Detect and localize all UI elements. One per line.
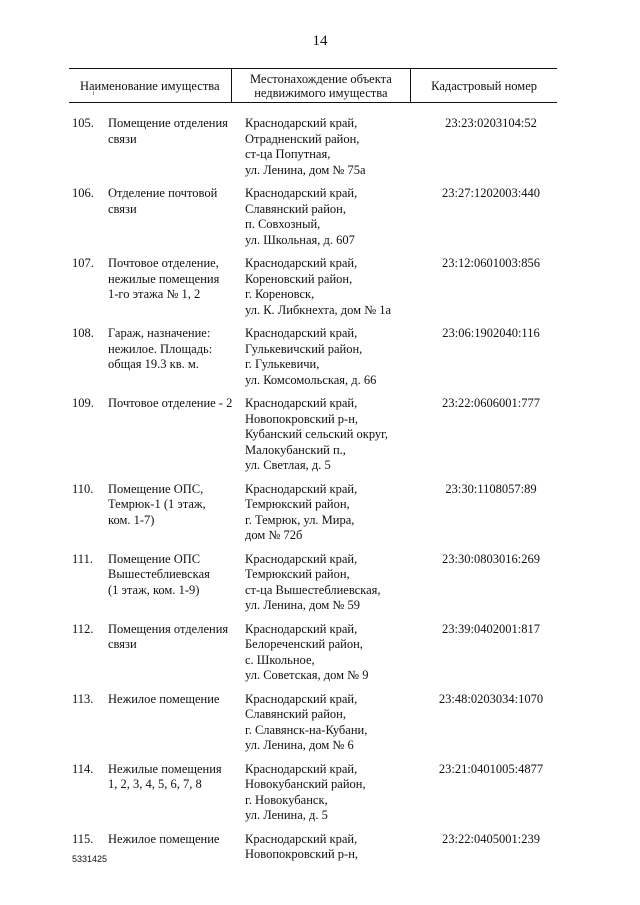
row-number: 112. [72, 621, 94, 636]
property-location-line: с. Школьное, [245, 652, 315, 667]
property-location-line: ул. Ленина, дом № 6 [245, 738, 354, 752]
property-location-line: Темрюкский район, [245, 567, 350, 581]
property-name [108, 762, 245, 832]
property-location [245, 552, 425, 622]
property-location-line: Славянский район, [245, 707, 346, 721]
row-number: 110. [72, 481, 94, 496]
property-name-line: нежилые помещения [108, 271, 220, 286]
property-location-line: ст-ца Попутная, [245, 147, 331, 161]
property-name [108, 116, 245, 186]
property-location-line: Отрадненский район, [245, 131, 360, 146]
cadastral-number: 23:39:0402001:817 [442, 621, 540, 636]
property-location-line: Краснодарский край, [245, 256, 358, 270]
property-name-line: Гараж, назначение: [108, 326, 211, 340]
property-location-line: ул. Советская, дом № 9 [245, 668, 369, 682]
property-name-line: Помещение отделения [108, 116, 228, 130]
property-name-line: Помещение ОПС [108, 551, 201, 566]
property-name-line: ком. 1-7) [108, 512, 155, 527]
property-location-line: Славянский район, [245, 201, 346, 216]
table-row [69, 186, 557, 256]
cadastral-number: 23:27:1202003:440 [442, 186, 540, 200]
cadastral-number: 23:06:1902040:116 [442, 326, 540, 340]
property-location-line: ул. Светлая, д. 5 [245, 458, 331, 472]
table-row [69, 832, 557, 871]
property-name-line: Нежилые помещения [108, 761, 222, 776]
header-location [231, 69, 411, 103]
property-location-line: Малокубанский п., [245, 442, 346, 457]
property-location-line: г. Новокубанск, [245, 792, 328, 807]
property-location-line: Гулькевичский район, [245, 341, 363, 356]
property-location [245, 482, 425, 552]
property-location-line: Кубанский сельский округ, [245, 427, 389, 441]
header-location-line2: недвижимого имущества [254, 85, 388, 100]
table-row [69, 326, 557, 396]
property-table [69, 116, 557, 871]
property-name-line: 1, 2, 3, 4, 5, 6, 7, 8 [108, 777, 202, 791]
header-location-line1: Местонахождение объекта [249, 71, 392, 86]
property-name-line: связи [108, 201, 137, 216]
row-number: 107. [72, 256, 94, 270]
property-location-line: Краснодарский край, [245, 831, 358, 846]
cadastral-number: 23:30:0803016:269 [442, 551, 540, 566]
property-name-line: Вышестеблиевская [108, 567, 210, 581]
property-name [108, 186, 245, 256]
property-name-line: связи [108, 637, 137, 651]
property-name [108, 326, 245, 396]
table-row [69, 622, 557, 692]
cadastral-number: 23:48:0203034:1070 [438, 691, 544, 706]
property-name-line: Нежилое помещение [108, 831, 220, 846]
cadastral-number: 23:12:0601003:856 [442, 256, 540, 270]
row-number: 114. [72, 761, 94, 776]
property-name-line: нежилое. Площадь: [108, 341, 213, 356]
row-number: 105. [72, 116, 94, 130]
property-name-line: Почтовое отделение - 2 [108, 396, 233, 410]
row-number: 109. [72, 396, 94, 410]
row-number: 106. [72, 186, 94, 200]
property-location-line: ул. Школьная, д. 607 [245, 232, 355, 247]
property-location-line: Краснодарский край, [245, 396, 358, 410]
property-location-line: Краснодарский край, [245, 621, 358, 636]
property-location-line: г. Темрюк, ул. Мира, [245, 512, 355, 527]
property-location [245, 762, 425, 832]
property-location [245, 186, 425, 256]
table-header [69, 68, 557, 103]
property-name-line: Темрюк-1 (1 этаж, [108, 497, 206, 511]
property-name-line: связи [108, 131, 137, 146]
property-name-line: общая 19.3 кв. м. [108, 357, 199, 371]
page-number: 14 [312, 33, 328, 49]
property-location-line: Краснодарский край, [245, 761, 358, 776]
property-name-line: Помещения отделения [108, 621, 229, 636]
property-location-line: Краснодарский край, [245, 116, 358, 130]
document-code: 5331425 [72, 854, 108, 864]
property-location-line: дом № 72б [245, 528, 303, 542]
property-name-line: (1 этаж, ком. 1-9) [108, 582, 200, 597]
row-number: 108. [72, 326, 94, 340]
property-location [245, 692, 425, 762]
property-name-line: Нежилое помещение [108, 691, 220, 706]
cadastral-number: 23:22:0606001:777 [442, 396, 540, 410]
property-name-line: 1-го этажа № 1, 2 [108, 287, 201, 301]
property-location-line: п. Совхозный, [245, 217, 321, 231]
property-location-line: Новопокровский р-н, [245, 411, 359, 426]
property-name [108, 622, 245, 692]
property-location-line: Белореченский район, [245, 637, 363, 651]
table-row [69, 692, 557, 762]
property-location-line: ст-ца Вышестеблиевская, [245, 582, 381, 597]
cadastral-number: 23:30:1108057:89 [445, 481, 537, 496]
table-row [69, 396, 557, 482]
property-location-line: ул. Ленина, дом № 59 [245, 598, 360, 612]
property-location [245, 116, 425, 186]
property-location-line: г. Гулькевичи, [245, 357, 320, 371]
table-row [69, 552, 557, 622]
property-location-line: Новопокровский р-н, [245, 847, 359, 861]
property-name [108, 832, 245, 871]
property-location [245, 622, 425, 692]
property-location-line: Темрюкский район, [245, 497, 350, 511]
property-location [245, 396, 425, 482]
property-name-line: Почтовое отделение, [108, 256, 219, 270]
property-location-line: ул. Комсомольская, д. 66 [245, 372, 377, 387]
property-location-line: Кореновский район, [245, 271, 353, 286]
property-location-line: Краснодарский край, [245, 481, 358, 496]
property-location-line: Новокубанский район, [245, 777, 366, 791]
row-number: 111. [72, 551, 93, 566]
row-number: 113. [72, 691, 94, 706]
property-location-line: ул. Ленина, дом № 75а [245, 162, 366, 177]
property-name-line: Помещение ОПС, [108, 481, 204, 496]
property-name-line: Отделение почтовой [108, 186, 218, 200]
header-cadastral: Кадастровый номер [411, 69, 557, 103]
property-location-line: Краснодарский край, [245, 186, 358, 200]
property-name [108, 256, 245, 326]
property-location-line: Краснодарский край, [245, 551, 358, 566]
property-location-line: Краснодарский край, [245, 326, 358, 340]
property-location [245, 256, 425, 326]
property-name [108, 692, 245, 762]
property-name [108, 482, 245, 552]
property-location-line: ул. Ленина, д. 5 [245, 808, 328, 822]
property-location-line: г. Кореновск, [245, 287, 315, 301]
property-location [245, 326, 425, 396]
property-location [245, 832, 425, 871]
property-name [108, 552, 245, 622]
cadastral-number: 23:23:0203104:52 [445, 116, 537, 130]
table-row [69, 116, 557, 186]
table-row [69, 762, 557, 832]
table-row [69, 482, 557, 552]
property-name [108, 396, 245, 482]
table-row [69, 256, 557, 326]
property-location-line: Краснодарский край, [245, 691, 358, 706]
cadastral-number: 23:21:0401005:4877 [438, 761, 544, 776]
property-location-line: г. Славянск-на-Кубани, [245, 722, 368, 737]
cadastral-number: 23:22:0405001:239 [442, 831, 540, 846]
header-name: Наименование имущества [69, 69, 231, 103]
row-number: 115. [72, 831, 94, 846]
property-location-line: ул. К. Либкнехта, дом № 1а [245, 302, 392, 317]
